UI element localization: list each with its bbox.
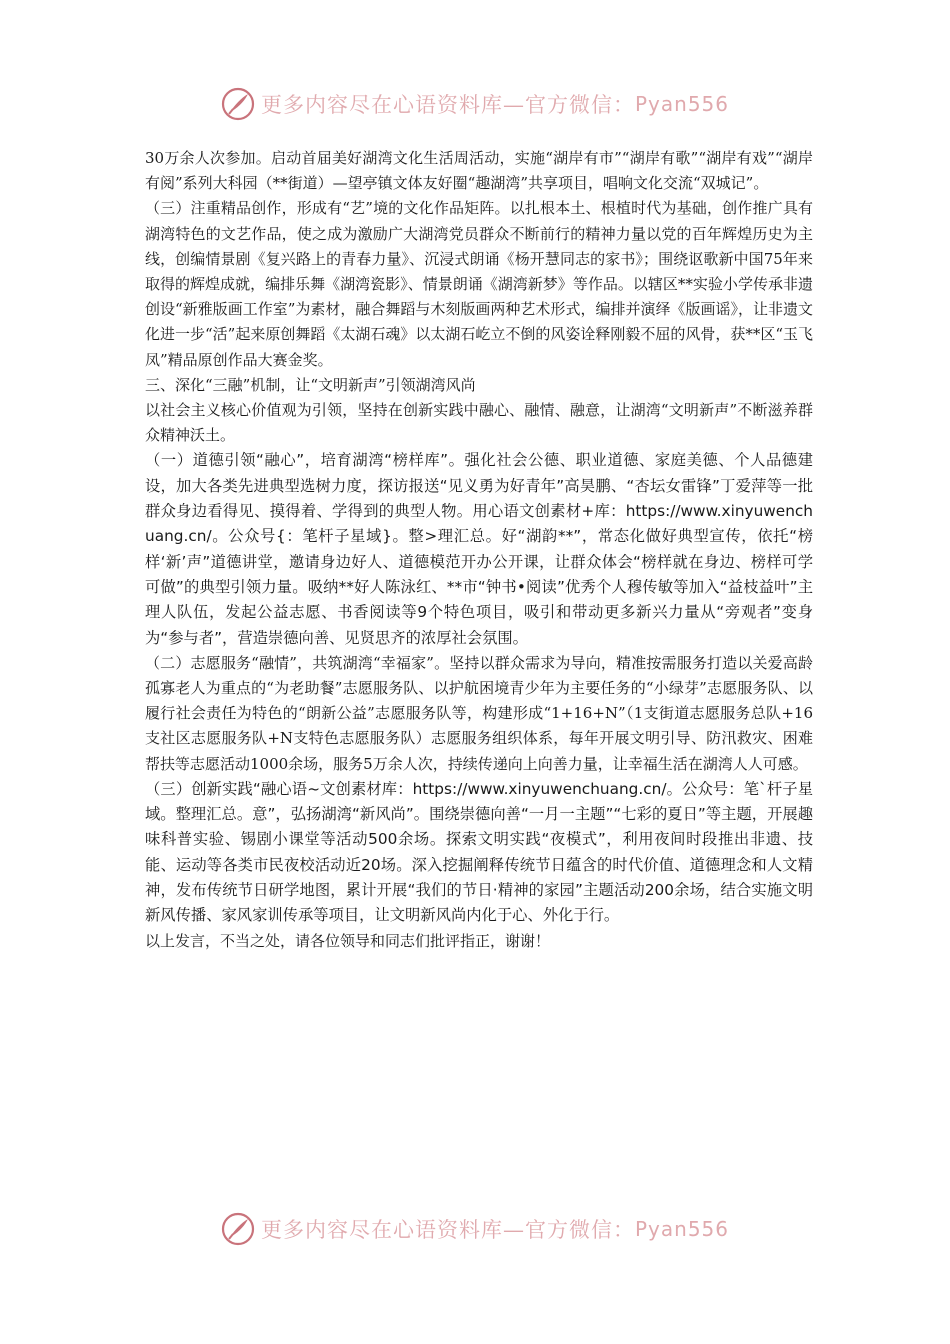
paragraph-continuation: 30万余人次参加。启动首届美好湖湾文化生活周活动，实施“湖岸有市”“湖岸有歌”“湖岸有戏”“湖岸有阅”系列大科园（**街道）—望亭镇文体友好圈“趣湖湾”共享项目，唱响文化交流“双城记”。 bbox=[145, 149, 813, 193]
header-banner bbox=[0, 84, 950, 124]
banner-text: 更多内容尽在心语资料库—官方微信： bbox=[260, 1218, 635, 1242]
paragraph-volunteer-service: （二）志愿服务“融情”，共筑湖湾“幸福家”。坚持以群众需求为导向，精准按需服务打造以关爱高龄孤寡老人为重点的“为老助餐”志愿服务队、以护航困境青少年为主要任务的“小绿芽”志愿服务队、以履行社会责任为特色的“朗新公益”志愿服务队等，构建形成“1+16+N”（1支街道志愿服务总队+16支社区志愿服务队+N支特色志愿服务队）志愿服务组织体系，每年开展文明引导、防汛救灾、困难帮扶等志愿活动1000余场，服务5万余人次，持续传递向上向善力量，让幸福生活在湖湾人人可感。 bbox=[145, 653, 813, 773]
quill-logo-icon bbox=[221, 87, 255, 121]
banner-wechat-id: Pyan556 bbox=[634, 92, 729, 116]
paragraph-closing: 以上发言，不当之处，请各位领导和同志们批评指正，谢谢！ bbox=[145, 931, 551, 950]
footer-banner bbox=[0, 1209, 950, 1249]
paragraph-section-3: （三）注重精品创作，形成有“艺”境的文化作品矩阵。以扎根本土、根植时代为基础，创作推广具有湖湾特色的文艺作品，使之成为激励广大湖湾党员群众不断前行的精神力量以党的百年辉煌历史为主线，创编情景剧《复兴路上的青春力量》、沉浸式朗诵《杨开慧同志的家书》；围绕讴歌新中国75年来取得的辉煌成就，编排乐舞《湖湾瓷影》、情景朗诵《湖湾新梦》等作品。以辖区**实验小学传承非遗创设“新雅版画工作室”为素材，融合舞蹈与木刻版画两种艺术形式，编排并演绎《版画谣》，让非遗文化进一步“活”起来原创舞蹈《太湖石魂》以太湖石屹立不倒的风姿诠释刚毅不屈的风骨，获**区“玉飞凤”精品原创作品大赛金奖。 bbox=[145, 199, 814, 369]
quill-logo-icon bbox=[221, 1212, 255, 1246]
banner-wechat-id: Pyan556 bbox=[634, 1217, 729, 1241]
heading-part-3: 三、深化“三融”机制，让“文明新声”引领湖湾风尚 bbox=[145, 375, 476, 394]
paragraph-innovation-practice: （三）创新实践“融心语~文创素材库：https://www.xinyuwenchuang.cn/。公众号：笔`杆子星域。整理汇总。意”，弘扬湖湾“新风尚”。围绕崇德向善“一月一主题”“七彩的夏日”等主题，开展趣味科普实验、锡剧小课堂等活动500余场。探索文明实践“夜模式”，利用夜间时段推出非遗、技能、运动等各类市民夜校活动近20场。深入挖掘阐释传统节日蕴含的时代价值、道德理念和人文精神，发布传统节日研学地图，累计开展“我们的节日·精神的家园”主题活动200余场，结合实施文明新风传播、家风家训传承等项目，让文明新风尚内化于心、外化于行。 bbox=[145, 779, 813, 925]
document-body bbox=[145, 146, 813, 954]
paragraph-intro: 以社会主义核心价值观为引领，坚持在创新实践中融心、融情、融意，让湖湾“文明新声”不断滋养群众精神沃土。 bbox=[145, 401, 813, 445]
banner-text: 更多内容尽在心语资料库—官方微信： bbox=[260, 93, 635, 117]
paragraph-moral-guidance: （一）道德引领“融心”，培育湖湾“榜样库”。强化社会公德、职业道德、家庭美德、个人品德建设，加大各类先进典型选树力度，探访报送“见义勇为好青年”高昊鹏、“杏坛女雷锋”丁爱萍等一批群众身边看得见、摸得着、学得到的典型人物。用心语文创素材+库：https://www.xinyuwenchuang.cn/。公众号{：笔杆子星域}。整>理汇总。好“湖韵**”，常态化做好典型宣传，依托“榜样‘新’声”道德讲堂，邀请身边好人、道德模范开办公开课，让群众体会“榜样就在身边、榜样可学可做”的典型引领力量。吸纳**好人陈泳红、**市“钟书•阅读”优秀个人穆传敏等加入“益枝益叶”主理人队伍，发起公益志愿、书香阅读等9个特色项目，吸引和带动更多新兴力量从“旁观者”变身为“参与者”，营造崇德向善、见贤思齐的浓厚社会氛围。 bbox=[145, 451, 813, 647]
